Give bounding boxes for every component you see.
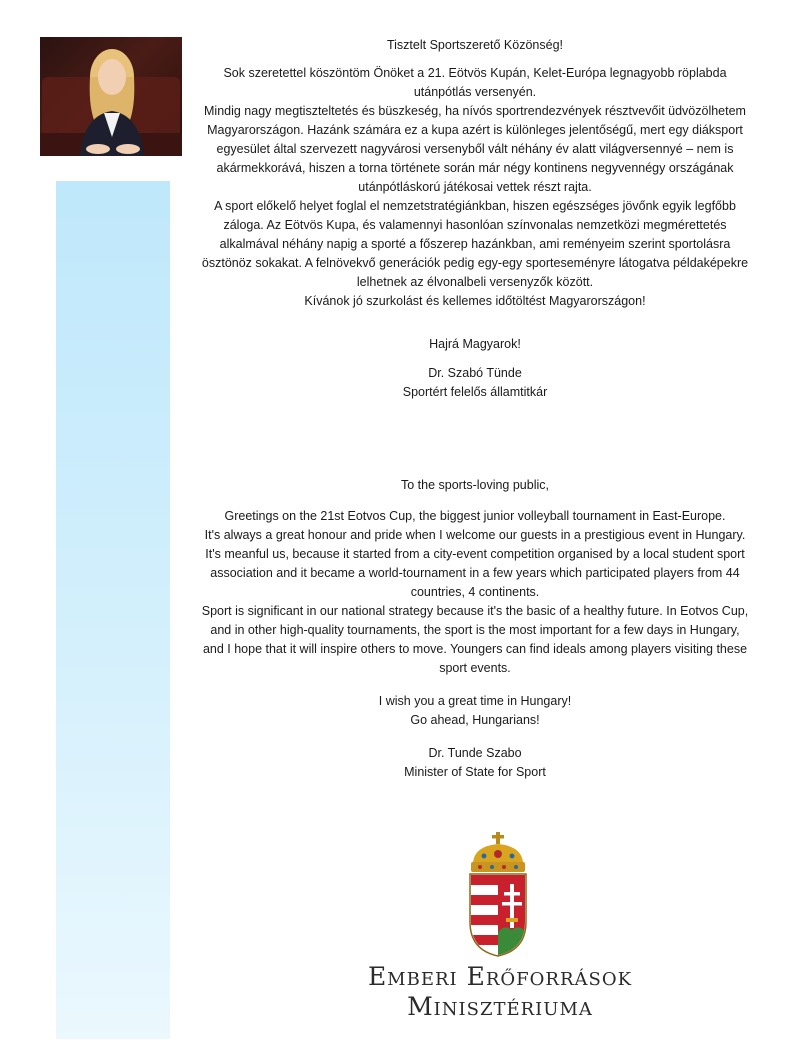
hungarian-paragraph-2: A sport előkelő helyet foglal el nemzetstratégiánkban, hiszen egészséges jövőnk egyik legfőbb záloga. Az Eötvös Kupa, és valamennyi hasonlóan színvonalas nemzetközi megmérettetés alkalmával néhány napig a sporté a főszerep hazánkban, ami reményeim szerint sportolásra ösztönöz sokakat. A felnövekvő generációk pedig egy-egy sporteseményre látogatva példaképekre lelhetnek az élvonalbeli versenyzők között. (201, 199, 749, 289)
hungarian-signature-name: Dr. Szabó Tünde (428, 366, 522, 380)
hungarian-salutation: Tisztelt Sportszerető Közönség! (386, 38, 563, 52)
english-signature-title: Minister of State for Sport (404, 765, 546, 779)
hungarian-paragraph-1: Mindig nagy megtiszteltetés és büszkeség, ha nívós sportrendezvények résztvevőit üdvözölhetem Magyarországon. Hazánk számára ez a kupa azért is különleges jelentőségű, mert egy diáksport egyesület által szervezett nagyvárosi versenyből vált néhány év alatt világversennyé – nem is akármekkorává, hiszen a torna története során már négy kontinens negyvennégy országának utánpótláskorú játékosai vettek részt rajta. (204, 104, 746, 194)
english-paragraph-1: It's always a great honour and pride when I welcome our guests in a prestigious event in Hungary. It's meanful us, because it started from a city-event competition organised by a local student sport association and it became a world-tournament in a few years which participated players from 44 countries, 4 continents. (204, 528, 746, 599)
hungarian-intro: Sok szeretettel köszöntöm Önöket a 21. Eötvös Kupán, Kelet-Európa legnagyobb röplabda utánpótlás versenyén. (223, 66, 727, 99)
sidebar-gradient-panel (56, 181, 170, 1039)
hungarian-paragraph-3: Kívánok jó szurkolást és kellemes időtöltést Magyarországon! (304, 294, 646, 308)
portrait-photo (40, 37, 182, 156)
ministry-name-line-2: Minisztériuma (407, 992, 593, 1021)
hungarian-coat-of-arms (467, 832, 529, 958)
english-closing: Go ahead, Hungarians! (410, 713, 540, 727)
english-salutation: To the sports-loving public, (401, 478, 549, 492)
hungarian-letter (200, 36, 750, 402)
ministry-logotype (340, 962, 660, 1022)
hungarian-closing: Hajrá Magyarok! (429, 337, 521, 351)
portrait-illustration (40, 37, 182, 156)
coat-of-arms-icon (467, 832, 529, 958)
english-paragraph-2: Sport is significant in our national strategy because it's the basic of a healthy future. In Eotvos Cup, and in other high-quality tournaments, the sport is the most important for a few days in Hungary, and I hope that it will inspire others to move. Youngers can find ideals among players visiting these sport events. (201, 604, 749, 675)
english-wish: I wish you a great time in Hungary! (378, 694, 572, 708)
hungarian-signature-title: Sportért felelős államtitkár (402, 385, 548, 399)
english-letter (200, 476, 750, 782)
english-intro: Greetings on the 21st Eotvos Cup, the biggest junior volleyball tournament in East-Europe. (224, 509, 726, 523)
ministry-name-line-1: Emberi Erőforrások (367, 962, 633, 991)
english-signature-name: Dr. Tunde Szabo (428, 746, 522, 760)
